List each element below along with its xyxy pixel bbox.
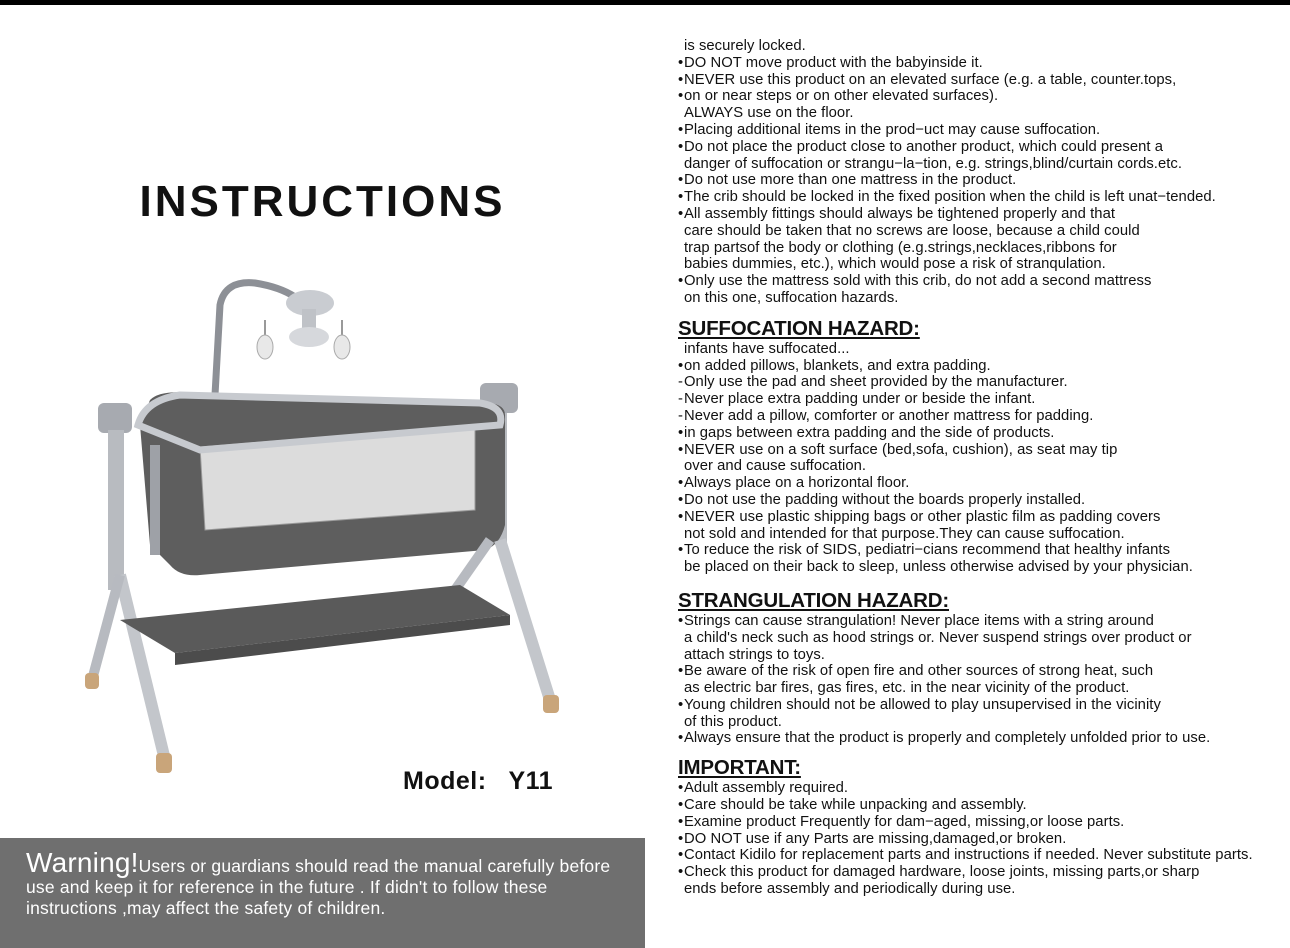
instruction-line xyxy=(678,374,1278,391)
instruction-text: on added pillows, blankets, and extra padding. xyxy=(684,357,991,374)
instruction-line xyxy=(678,680,1278,697)
instruction-text: Be aware of the risk of open fire and other sources of strong heat, such xyxy=(684,663,1154,680)
instruction-line xyxy=(678,881,1278,898)
bullet-mark: - xyxy=(678,391,683,408)
instruction-line xyxy=(678,847,1278,864)
instruction-text: ends before assembly and periodically during use. xyxy=(684,881,1016,898)
instruction-line xyxy=(678,38,1278,55)
instruction-text: is securely locked. xyxy=(684,38,806,54)
bullet-mark: • xyxy=(678,475,684,492)
instruction-line xyxy=(678,492,1278,509)
instruction-line xyxy=(678,189,1278,206)
bullet-mark: • xyxy=(678,121,684,138)
instruction-line xyxy=(678,256,1278,273)
bullet-mark: - xyxy=(678,374,683,391)
bullet-mark: • xyxy=(678,612,684,629)
bullet-mark: • xyxy=(678,830,684,847)
instruction-text: trap partsof the body or clothing (e.g.strings,necklaces,ribbons for xyxy=(684,239,1117,256)
instruction-text: To reduce the risk of SIDS, pediatri−cians recommend that healthy infants xyxy=(684,542,1171,559)
model-number xyxy=(403,767,553,796)
instruction-text: as electric bar fires, gas fires, etc. in the near vicinity of the product. xyxy=(684,680,1130,697)
bullet-mark: • xyxy=(678,813,684,830)
instruction-line xyxy=(678,240,1278,257)
instruction-line xyxy=(678,55,1278,72)
bullet-mark: • xyxy=(678,273,684,290)
instruction-text: All assembly fittings should always be tightened properly and that xyxy=(684,205,1116,222)
bullet-mark: • xyxy=(678,138,684,155)
bullet-mark: • xyxy=(678,730,684,747)
bullet-mark: • xyxy=(678,847,684,864)
instruction-text: Care should be take while unpacking and assembly. xyxy=(684,797,1027,814)
instruction-line xyxy=(678,223,1278,240)
important-heading: IMPORTANT: xyxy=(678,756,801,780)
model-label: Model: xyxy=(403,767,487,795)
instruction-text: infants have suffocated... xyxy=(684,340,850,357)
instruction-text: be placed on their back to sleep, unless otherwise advised by your physician. xyxy=(684,559,1193,576)
instruction-line xyxy=(678,206,1278,223)
instruction-line xyxy=(678,458,1278,475)
instruction-text: Young children should not be allowed to play unsupervised in the vicinity xyxy=(684,696,1161,713)
warning-text xyxy=(26,847,636,919)
instruction-line xyxy=(678,613,1278,630)
instruction-line xyxy=(678,391,1278,408)
instruction-text: not sold and intended for that purpose.They can cause suffocation. xyxy=(684,525,1125,542)
bullet-mark: • xyxy=(678,357,684,374)
instruction-line xyxy=(678,630,1278,647)
suffocation-section xyxy=(678,341,1278,576)
bullet-mark: • xyxy=(678,88,684,105)
bullet-mark: • xyxy=(678,424,684,441)
bullet-mark: • xyxy=(678,663,684,680)
instruction-text: Adult assembly required. xyxy=(684,780,849,797)
bullet-mark: • xyxy=(678,491,684,508)
instruction-line xyxy=(678,358,1278,375)
instruction-text: Only use the mattress sold with this crib, do not add a second mattress xyxy=(684,273,1152,290)
instruction-line xyxy=(678,797,1278,814)
instruction-text: DO NOT move product with the babyinside it. xyxy=(684,54,983,71)
instruction-line xyxy=(678,105,1278,122)
instruction-line xyxy=(678,442,1278,459)
instruction-line xyxy=(678,408,1278,425)
instruction-line xyxy=(678,509,1278,526)
instruction-line xyxy=(678,559,1278,576)
instruction-line xyxy=(678,122,1278,139)
instruction-text: Placing additional items in the prod−uct may cause suffocation. xyxy=(684,121,1101,138)
instruction-text: Check this product for damaged hardware, loose joints, missing parts,or sharp xyxy=(684,864,1200,881)
instruction-text: Examine product Frequently for dam−aged, missing,or loose parts. xyxy=(684,813,1125,830)
instruction-text: Do not use the padding without the boards properly installed. xyxy=(684,491,1086,508)
bullet-mark: • xyxy=(678,797,684,814)
instruction-text: care should be taken that no screws are loose, because a child could xyxy=(684,222,1140,239)
instruction-line xyxy=(678,647,1278,664)
warning-message: Users or guardians should read the manual carefully before use and keep it for reference in the future . If didn't to follow these instructions ,may affect the safety of children. xyxy=(26,856,611,918)
bullet-mark: • xyxy=(678,71,684,88)
bullet-mark: • xyxy=(678,508,684,525)
instruction-text: The crib should be locked in the fixed position when the child is left unat−tended. xyxy=(684,189,1216,206)
instruction-text: on this one, suffocation hazards. xyxy=(684,289,899,306)
instruction-line xyxy=(678,156,1278,173)
bullet-mark: • xyxy=(678,205,684,222)
bullet-mark: - xyxy=(678,407,683,424)
bullet-mark: • xyxy=(678,172,684,189)
instruction-line xyxy=(678,425,1278,442)
instruction-line xyxy=(678,139,1278,156)
instruction-text: Do not place the product close to another product, which could present a xyxy=(684,138,1164,155)
instruction-text: Never place extra padding under or beside the infant. xyxy=(684,391,1036,408)
bedside-crib-illustration xyxy=(80,275,580,780)
instruction-line xyxy=(678,780,1278,797)
strangulation-heading: STRANGULATION HAZARD: xyxy=(678,588,949,612)
bullet-mark: • xyxy=(678,189,684,206)
instruction-line xyxy=(678,542,1278,559)
instruction-line xyxy=(678,814,1278,831)
instruction-text: DO NOT use if any Parts are missing,damaged,or broken. xyxy=(684,830,1067,847)
instruction-line xyxy=(678,273,1278,290)
instruction-text: NEVER use on a soft surface (bed,sofa, cushion), as seat may tip xyxy=(684,441,1118,458)
instruction-text: NEVER use plastic shipping bags or other plastic film as padding covers xyxy=(684,508,1161,525)
intro-section xyxy=(678,38,1278,307)
instruction-text: on or near steps or on other elevated surfaces). xyxy=(684,88,999,105)
instruction-line xyxy=(678,730,1278,747)
page-title: INSTRUCTIONS xyxy=(139,177,506,226)
instruction-text: Never add a pillow, comforter or another mattress for padding. xyxy=(684,407,1094,424)
bullet-mark: • xyxy=(678,542,684,559)
suffocation-heading: SUFFOCATION HAZARD: xyxy=(678,316,920,340)
instruction-line xyxy=(678,714,1278,731)
instruction-text: Always ensure that the product is properly and completely unfolded prior to use. xyxy=(684,730,1211,747)
bullet-mark: • xyxy=(678,864,684,881)
instructions-column xyxy=(678,38,1278,898)
instruction-text: ALWAYS use on the floor. xyxy=(684,105,854,122)
instruction-line xyxy=(678,88,1278,105)
instruction-text: babies dummies, etc.), which would pose a risk of stranqulation. xyxy=(684,256,1106,273)
bullet-mark: • xyxy=(678,780,684,797)
instruction-text: Always place on a horizontal floor. xyxy=(684,475,910,492)
instruction-line xyxy=(678,72,1278,89)
instruction-line xyxy=(678,290,1278,307)
strangulation-section xyxy=(678,613,1278,747)
model-value: Y11 xyxy=(508,767,554,795)
bullet-mark: • xyxy=(678,441,684,458)
instruction-text: a child's neck such as hood strings or. Never suspend strings over product or xyxy=(684,629,1192,646)
instruction-text: attach strings to toys. xyxy=(684,646,825,663)
instruction-text: Only use the pad and sheet provided by the manufacturer. xyxy=(684,374,1068,391)
bullet-mark: • xyxy=(678,54,684,71)
instruction-line xyxy=(678,475,1278,492)
instruction-text: over and cause suffocation. xyxy=(684,458,867,475)
important-section xyxy=(678,780,1278,898)
instruction-line xyxy=(678,864,1278,881)
instruction-text: danger of suffocation or strangu−la−tion, e.g. strings,blind/curtain cords.etc. xyxy=(684,155,1183,172)
bullet-mark: • xyxy=(678,696,684,713)
instruction-text: Strings can cause strangulation! Never place items with a string around xyxy=(684,612,1154,629)
instruction-line xyxy=(678,526,1278,543)
instruction-line xyxy=(678,697,1278,714)
instruction-text: Contact Kidilo for replacement parts and instructions if needed. Never substitute parts. xyxy=(684,847,1253,864)
instruction-line xyxy=(678,663,1278,680)
instruction-text: of this product. xyxy=(684,713,782,730)
instruction-text: NEVER use this product on an elevated surface (e.g. a table, counter.tops, xyxy=(684,71,1177,88)
instruction-line xyxy=(678,341,1278,358)
warning-word: Warning! xyxy=(26,847,139,878)
instruction-text: Do not use more than one mattress in the product. xyxy=(684,172,1017,189)
instruction-text: in gaps between extra padding and the side of products. xyxy=(684,424,1055,441)
instruction-line xyxy=(678,172,1278,189)
instruction-line xyxy=(678,831,1278,848)
